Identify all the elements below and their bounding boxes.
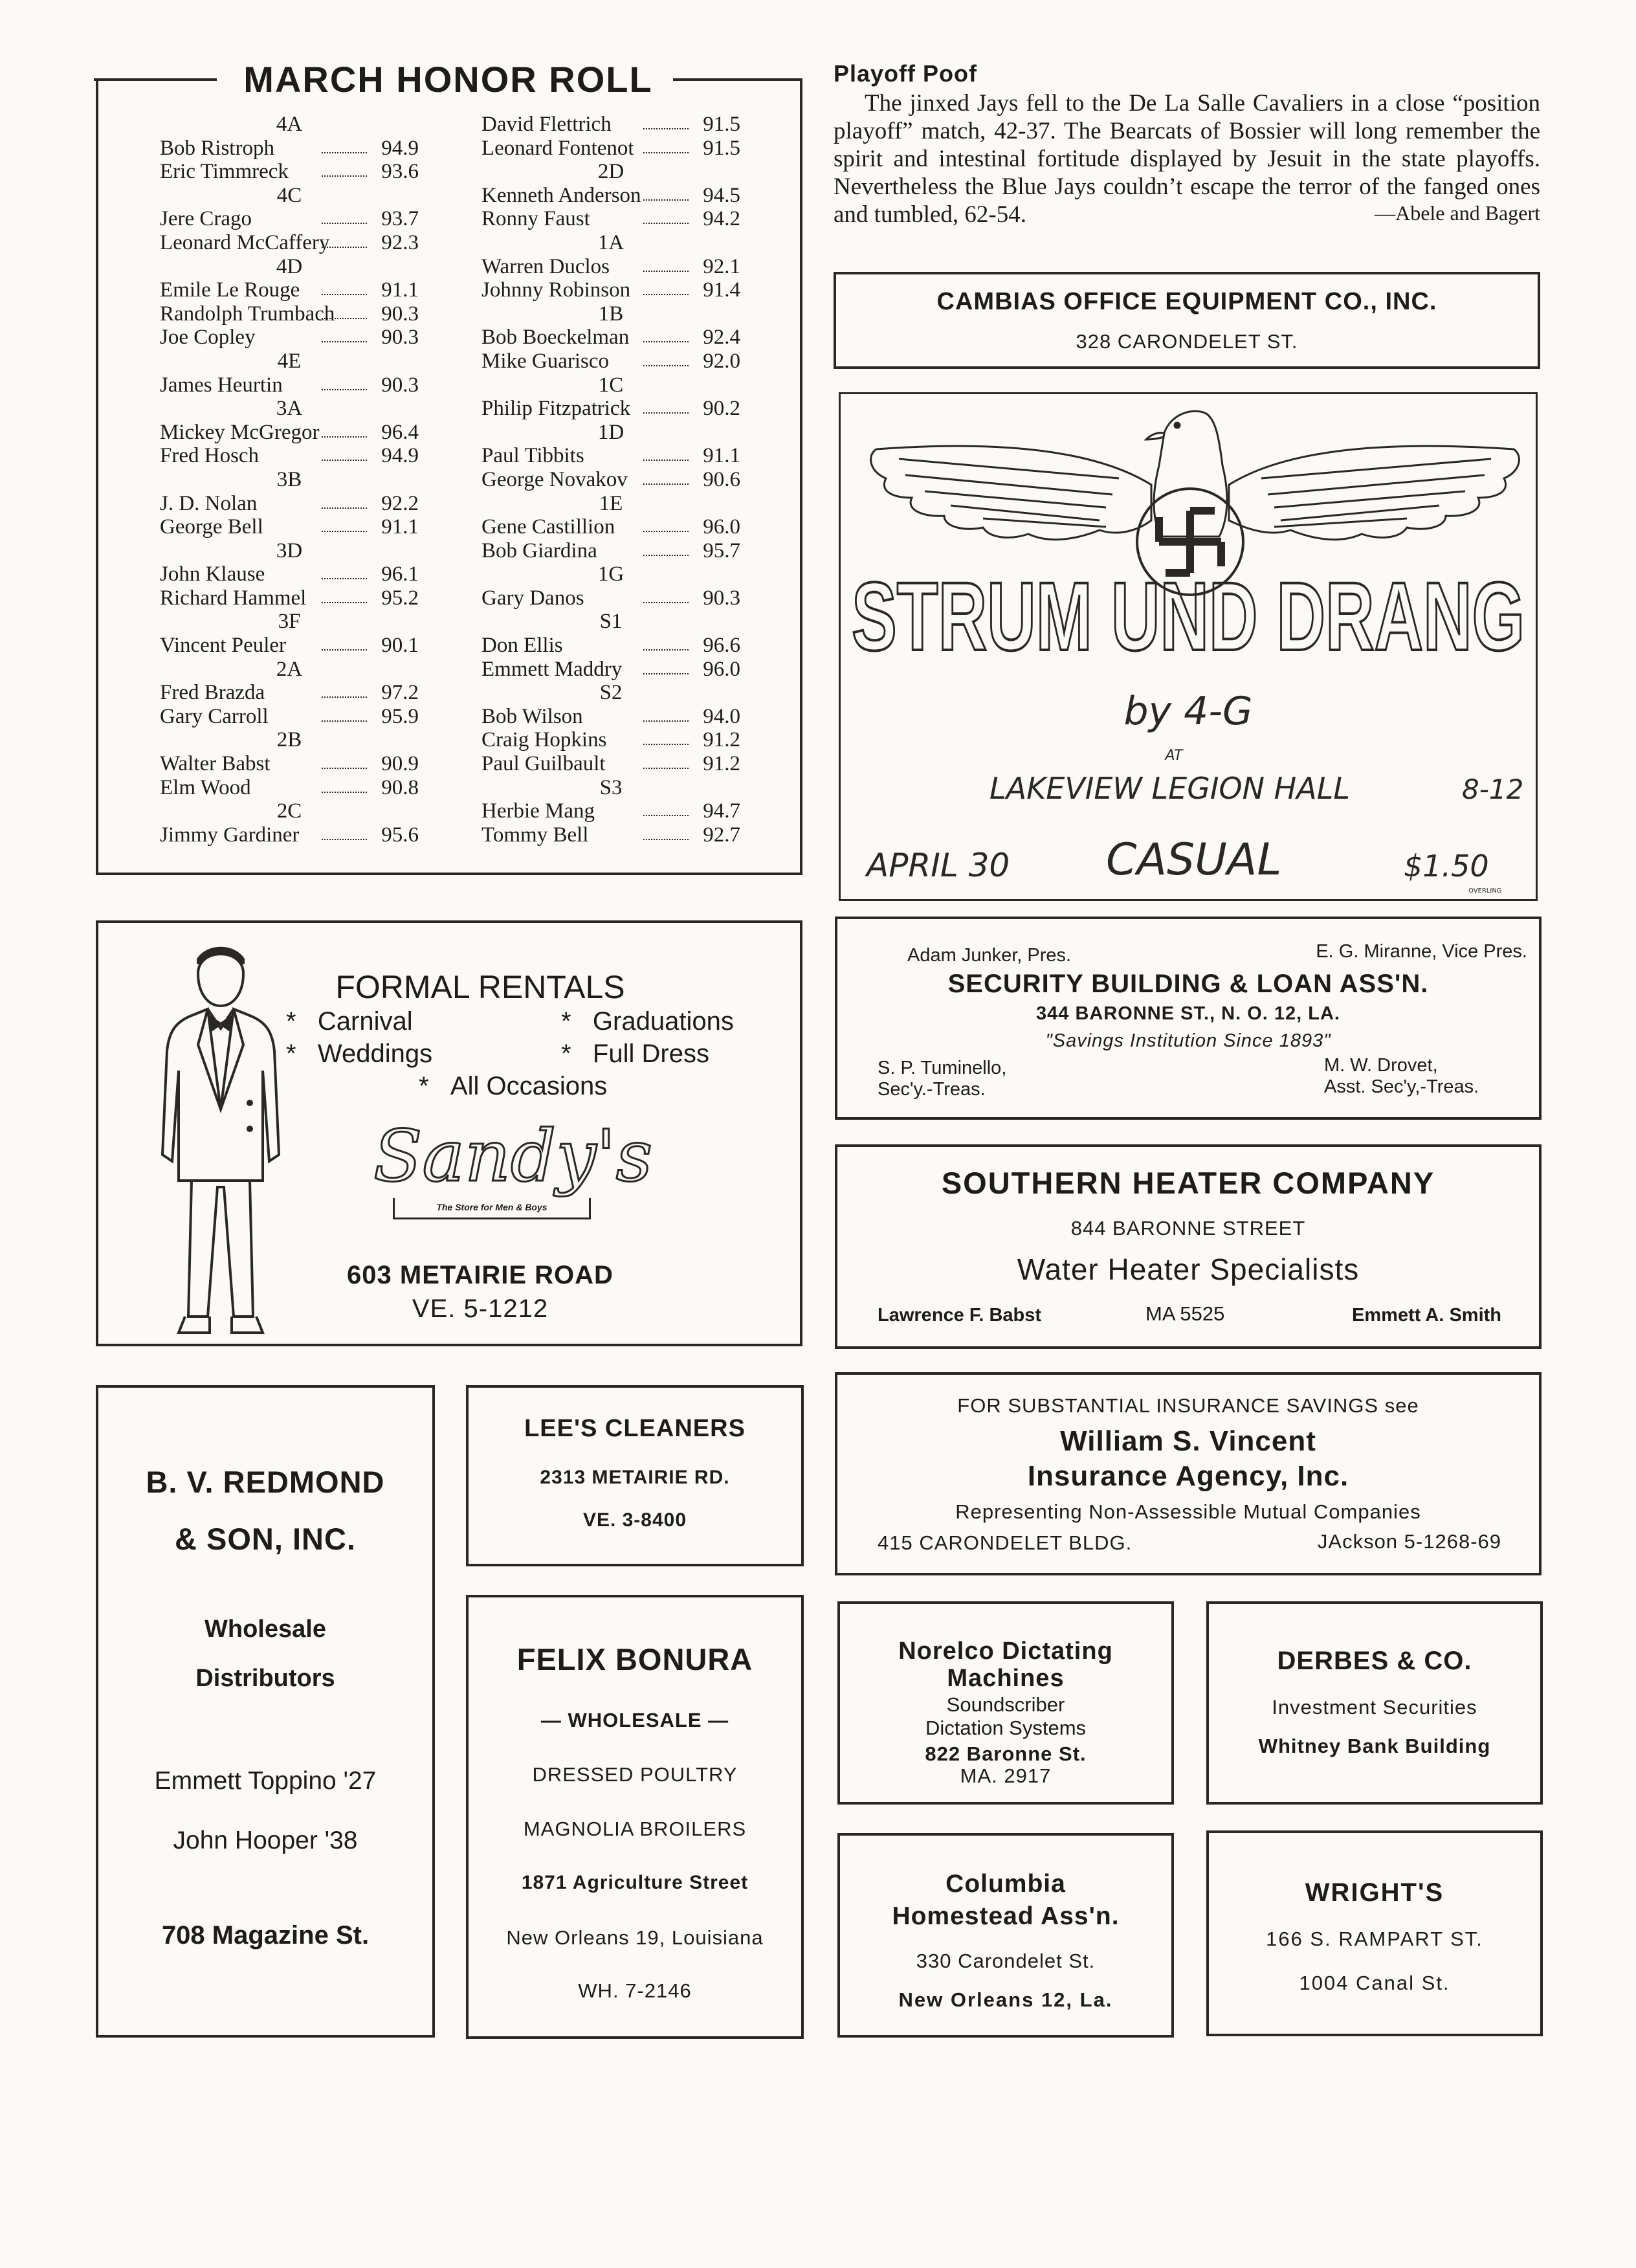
vincent-phone: JAckson 5-1268-69 bbox=[1317, 1530, 1501, 1553]
security-building-loan-ad bbox=[835, 917, 1542, 1120]
student-name: James Heurtin bbox=[160, 373, 283, 397]
student-score: 91.2 bbox=[703, 728, 740, 752]
honor-roll-student bbox=[160, 752, 419, 776]
honor-roll-student bbox=[160, 373, 419, 397]
honor-roll-student bbox=[481, 278, 740, 302]
strum-und-drang-poster bbox=[839, 392, 1538, 901]
norelco-ad bbox=[837, 1601, 1174, 1805]
dot-leader bbox=[643, 199, 689, 201]
honor-roll-grade: 2A bbox=[276, 657, 303, 681]
poster-dress: CASUAL bbox=[1106, 834, 1282, 885]
student-score: 95.7 bbox=[703, 539, 740, 562]
student-score: 90.3 bbox=[381, 373, 419, 397]
dot-leader bbox=[322, 792, 367, 793]
honor-roll-student bbox=[481, 539, 740, 563]
columbia-address: 330 Carondelet St. bbox=[916, 1950, 1096, 1972]
felix-bonura-ad bbox=[466, 1595, 804, 2039]
security-treasurer: S. P. Tuminello, Sec'y.-Treas. bbox=[878, 1058, 1007, 1100]
bonura-line-1: DRESSED POULTRY bbox=[532, 1763, 738, 1786]
honor-roll-student bbox=[160, 681, 419, 705]
derbes-line-2: Whitney Bank Building bbox=[1258, 1735, 1491, 1757]
honor-roll-grade: 1A bbox=[597, 230, 625, 254]
student-score: 95.6 bbox=[381, 823, 419, 847]
dot-leader bbox=[643, 673, 689, 674]
honor-roll-student bbox=[481, 113, 740, 137]
dot-leader bbox=[322, 531, 367, 532]
dot-leader bbox=[322, 578, 367, 579]
columbia-homestead-ad bbox=[837, 1833, 1174, 2038]
honor-roll-student bbox=[160, 421, 419, 445]
dot-leader bbox=[643, 531, 689, 532]
student-name: Warren Duclos bbox=[481, 254, 610, 278]
honor-roll-student bbox=[160, 231, 419, 255]
dot-leader bbox=[643, 365, 689, 366]
wrights-name: WRIGHT'S bbox=[1305, 1878, 1444, 1907]
student-name: J. D. Nolan bbox=[160, 491, 258, 515]
dot-leader bbox=[322, 223, 367, 224]
honor-roll-student bbox=[160, 634, 419, 658]
dot-leader bbox=[322, 839, 367, 840]
derbes-ad bbox=[1206, 1601, 1543, 1805]
student-score: 95.2 bbox=[381, 586, 419, 610]
honor-roll-student bbox=[481, 705, 740, 729]
poster-time: 8-12 bbox=[1462, 773, 1524, 805]
student-name: Craig Hopkins bbox=[481, 728, 607, 752]
dot-leader bbox=[643, 602, 689, 603]
southern-phone: MA 5525 bbox=[1145, 1302, 1225, 1325]
honor-roll-grade: 1E bbox=[599, 491, 623, 515]
sandys-heading: FORMAL RENTALS bbox=[335, 969, 625, 1005]
honor-roll-student bbox=[481, 326, 740, 350]
cambias-ad bbox=[834, 272, 1540, 369]
student-score: 90.3 bbox=[381, 302, 419, 326]
sandys-item-graduations: * Graduations bbox=[561, 1007, 734, 1036]
student-name: John Klause bbox=[160, 562, 265, 586]
sandys-tagline: The Store for Men & Boys bbox=[393, 1198, 591, 1219]
dot-leader bbox=[322, 649, 367, 650]
student-name: Kenneth Anderson bbox=[481, 183, 641, 207]
student-score: 96.0 bbox=[703, 657, 740, 681]
sandys-phone: VE. 5-1212 bbox=[412, 1295, 549, 1323]
southern-right-person: Emmett A. Smith bbox=[1352, 1305, 1501, 1326]
dot-leader bbox=[322, 696, 367, 698]
student-name: Gary Danos bbox=[481, 586, 584, 610]
norelco-products: Soundscriber Dictation Systems bbox=[925, 1693, 1087, 1739]
dot-leader bbox=[322, 341, 367, 342]
student-score: 90.3 bbox=[703, 586, 740, 610]
honor-roll-grade: 3A bbox=[276, 397, 303, 421]
student-name: Gary Carroll bbox=[160, 704, 269, 728]
bonura-wholesale: — WHOLESALE — bbox=[540, 1709, 729, 1731]
student-score: 91.5 bbox=[703, 136, 740, 160]
honor-roll-box bbox=[96, 79, 802, 875]
security-motto: "Savings Institution Since 1893" bbox=[1045, 1030, 1331, 1051]
student-score: 94.2 bbox=[703, 207, 740, 231]
dot-leader bbox=[643, 271, 689, 272]
redmond-line-1: Wholesale bbox=[204, 1616, 326, 1643]
bonura-line-2: MAGNOLIA BROILERS bbox=[523, 1818, 747, 1840]
honor-roll-student bbox=[481, 350, 740, 373]
dot-leader bbox=[643, 412, 689, 414]
southern-name: SOUTHERN HEATER COMPANY bbox=[941, 1166, 1435, 1200]
honor-roll-student bbox=[481, 515, 740, 539]
lees-name: LEE'S CLEANERS bbox=[524, 1415, 746, 1442]
honor-roll-student bbox=[160, 776, 419, 800]
dot-leader bbox=[322, 720, 367, 722]
student-score: 93.7 bbox=[381, 207, 419, 231]
honor-roll-student bbox=[481, 586, 740, 610]
playoff-byline: —Abele and Bagert bbox=[1375, 201, 1540, 225]
student-name: David Flettrich bbox=[481, 113, 612, 136]
honor-roll-student bbox=[481, 184, 740, 208]
honor-roll-student bbox=[481, 137, 740, 161]
honor-roll-student bbox=[160, 137, 419, 161]
dot-leader bbox=[643, 555, 689, 556]
sandys-ad bbox=[96, 920, 802, 1346]
redmond-address: 708 Magazine St. bbox=[161, 1921, 370, 1950]
honor-roll-student bbox=[160, 302, 419, 326]
sandys-item-weddings: * Weddings bbox=[286, 1040, 433, 1068]
dot-leader bbox=[322, 768, 367, 769]
poster-signature: OVERLING bbox=[1468, 887, 1502, 895]
honor-roll-student bbox=[481, 634, 740, 658]
student-name: Walter Babst bbox=[160, 752, 271, 776]
student-name: Jere Crago bbox=[160, 207, 252, 231]
student-score: 91.1 bbox=[381, 278, 419, 302]
student-name: Herbie Mang bbox=[481, 799, 595, 823]
dot-leader bbox=[322, 507, 367, 509]
student-score: 96.1 bbox=[381, 562, 419, 586]
student-name: Bob Ristroph bbox=[160, 136, 274, 160]
dot-leader bbox=[322, 436, 367, 438]
poster-by: by 4-G bbox=[1123, 689, 1253, 734]
student-score: 93.6 bbox=[381, 160, 419, 184]
poster-title: STRUM UND DRANG bbox=[852, 562, 1525, 671]
student-score: 96.0 bbox=[703, 515, 740, 539]
student-score: 94.0 bbox=[703, 704, 740, 728]
dot-leader bbox=[643, 484, 689, 485]
columbia-city: New Orleans 12, La. bbox=[898, 1988, 1113, 2011]
honor-roll-student bbox=[481, 255, 740, 279]
dot-leader bbox=[643, 341, 689, 342]
student-name: Philip Fitzpatrick bbox=[481, 397, 631, 421]
dot-leader bbox=[643, 460, 689, 461]
honor-roll-student bbox=[160, 492, 419, 516]
student-score: 92.3 bbox=[381, 230, 419, 254]
student-name: Jimmy Gardiner bbox=[160, 823, 300, 847]
student-name: Eric Timmreck bbox=[160, 160, 289, 184]
dot-leader bbox=[643, 649, 689, 650]
student-score: 94.7 bbox=[703, 799, 740, 823]
bonura-phone: WH. 7-2146 bbox=[578, 1979, 692, 2002]
poster-venue: LAKEVIEW LEGION HALL bbox=[989, 771, 1350, 806]
redmond-name-2: & SON, INC. bbox=[175, 1522, 356, 1556]
dot-leader bbox=[322, 602, 367, 603]
student-name: Bob Wilson bbox=[481, 704, 583, 728]
honor-roll-student bbox=[481, 468, 740, 492]
dot-leader bbox=[643, 815, 689, 816]
security-address: 344 BARONNE ST., N. O. 12, LA. bbox=[1036, 1003, 1340, 1024]
student-name: Mike Guarisco bbox=[481, 349, 610, 373]
honor-roll-grade: 1D bbox=[597, 420, 625, 444]
dot-leader bbox=[322, 294, 367, 295]
honor-roll-student bbox=[481, 728, 740, 752]
student-name: Paul Tibbits bbox=[481, 444, 584, 468]
honor-roll-student bbox=[160, 207, 419, 231]
norelco-phone: MA. 2917 bbox=[960, 1764, 1052, 1787]
playoff-body: The jinxed Jays fell to the De La Salle Cavaliers in a close “position playoff” match, 42-37. The Bearcats of Bossier will long remember the spirit and intestinal fortitude displayed by Jesuit in the state playoffs. Nevertheless the Blue Jays couldn’t escape the terror of the fanged ones and tumbled, 62-54. bbox=[834, 90, 1540, 228]
student-name: Mickey McGregor bbox=[160, 420, 320, 444]
student-score: 94.9 bbox=[381, 444, 419, 468]
honor-roll-student bbox=[160, 326, 419, 350]
honor-roll-grade: 2C bbox=[276, 799, 302, 823]
student-name: Joe Copley bbox=[160, 326, 256, 350]
honor-roll-right-column bbox=[481, 113, 740, 847]
honor-roll-student bbox=[481, 799, 740, 823]
student-score: 94.9 bbox=[381, 136, 419, 160]
derbes-line-1: Investment Securities bbox=[1272, 1696, 1477, 1718]
sandys-item-carnival: * Carnival bbox=[286, 1007, 413, 1036]
dot-leader bbox=[322, 247, 367, 248]
student-name: Richard Hammel bbox=[160, 586, 307, 610]
honor-roll-student bbox=[160, 823, 419, 847]
derbes-name: DERBES & CO. bbox=[1277, 1647, 1472, 1675]
dot-leader bbox=[643, 223, 689, 224]
honor-roll-grade: S3 bbox=[599, 775, 623, 799]
sandys-logo bbox=[373, 1117, 652, 1214]
redmond-person-1: Emmett Toppino '27 bbox=[154, 1767, 377, 1795]
playoff-article bbox=[834, 60, 1540, 228]
honor-roll-student bbox=[481, 752, 740, 776]
honor-roll-student bbox=[481, 658, 740, 682]
security-president: Adam Junker, Pres. bbox=[907, 945, 1072, 966]
security-vice-president: E. G. Miranne, Vice Pres. bbox=[1316, 941, 1527, 962]
redmond-line-2: Distributors bbox=[195, 1665, 335, 1692]
southern-heater-ad bbox=[835, 1144, 1542, 1349]
student-score: 91.1 bbox=[703, 444, 740, 468]
honor-roll-student bbox=[481, 444, 740, 468]
dot-leader bbox=[322, 389, 367, 390]
dot-leader bbox=[643, 128, 689, 129]
security-name: SECURITY BUILDING & LOAN ASS'N. bbox=[947, 970, 1429, 998]
southern-left-person: Lawrence F. Babst bbox=[878, 1305, 1042, 1326]
honor-roll-grade: 2D bbox=[597, 160, 625, 184]
student-score: 91.4 bbox=[703, 278, 740, 302]
bonura-name: FELIX BONURA bbox=[516, 1642, 753, 1676]
poster-date: APRIL 30 bbox=[867, 847, 1010, 884]
poster-price: $1.50 bbox=[1404, 849, 1489, 884]
student-name: Emmett Maddry bbox=[481, 657, 623, 681]
student-name: Elm Wood bbox=[160, 775, 251, 799]
student-name: Emile Le Rouge bbox=[160, 278, 300, 302]
student-score: 90.9 bbox=[381, 752, 419, 776]
poster-art bbox=[841, 394, 1536, 899]
honor-roll-student bbox=[160, 160, 419, 184]
lees-address: 2313 METAIRIE RD. bbox=[540, 1467, 730, 1488]
student-name: Johnny Robinson bbox=[481, 278, 631, 302]
student-name: Leonard Fontenot bbox=[481, 136, 634, 160]
honor-roll-student bbox=[160, 515, 419, 539]
dot-leader bbox=[643, 152, 689, 153]
honor-roll-student bbox=[160, 278, 419, 302]
honor-roll-student bbox=[481, 397, 740, 421]
student-score: 90.6 bbox=[703, 467, 740, 491]
honor-roll-title: MARCH HONOR ROLL bbox=[243, 59, 653, 100]
sandys-item-full-dress: * Full Dress bbox=[561, 1040, 709, 1068]
honor-roll-student bbox=[160, 586, 419, 610]
columbia-name: Columbia Homestead Ass'n. bbox=[892, 1870, 1120, 1930]
vincent-insurance-ad bbox=[835, 1372, 1542, 1575]
dot-leader bbox=[322, 318, 367, 319]
student-name: Ronny Faust bbox=[481, 207, 590, 231]
redmond-name-1: B. V. REDMOND bbox=[146, 1465, 385, 1499]
student-score: 97.2 bbox=[381, 681, 419, 705]
honor-roll-grade: 3F bbox=[278, 610, 301, 634]
honor-roll-student bbox=[481, 207, 740, 231]
student-score: 95.9 bbox=[381, 704, 419, 728]
redmond-ad bbox=[96, 1385, 435, 2038]
student-score: 90.1 bbox=[381, 634, 419, 658]
student-name: Don Ellis bbox=[481, 634, 563, 658]
redmond-person-2: John Hooper '38 bbox=[173, 1827, 358, 1854]
dot-leader bbox=[322, 152, 367, 153]
vincent-name-2: Insurance Agency, Inc. bbox=[1027, 1460, 1349, 1492]
honor-roll-grade: 1B bbox=[598, 302, 624, 326]
student-score: 92.7 bbox=[703, 823, 740, 847]
student-score: 90.8 bbox=[381, 775, 419, 799]
student-name: Bob Giardina bbox=[481, 539, 597, 562]
honor-roll-student bbox=[160, 705, 419, 729]
student-name: Fred Brazda bbox=[160, 681, 265, 705]
student-score: 92.4 bbox=[703, 326, 740, 350]
wrights-address-2: 1004 Canal St. bbox=[1299, 1972, 1450, 1994]
honor-roll-left-column bbox=[160, 113, 419, 847]
sandys-logo-text: Sandy's bbox=[373, 1115, 653, 1197]
dot-leader bbox=[643, 294, 689, 295]
honor-roll-grade: 4E bbox=[277, 349, 302, 373]
student-score: 94.5 bbox=[703, 183, 740, 207]
poster-at: AT bbox=[1165, 748, 1183, 764]
student-score: 92.2 bbox=[381, 491, 419, 515]
honor-roll-grade: 2B bbox=[276, 728, 302, 752]
student-score: 96.4 bbox=[381, 420, 419, 444]
norelco-name: Norelco Dictating Machines bbox=[898, 1638, 1113, 1692]
student-name: Fred Hosch bbox=[160, 444, 260, 468]
cambias-name: CAMBIAS OFFICE EQUIPMENT CO., INC. bbox=[936, 287, 1437, 315]
student-score: 92.1 bbox=[703, 254, 740, 278]
sandys-address: 603 METAIRIE ROAD bbox=[347, 1261, 614, 1289]
vincent-address: 415 CARONDELET BLDG. bbox=[878, 1531, 1133, 1554]
student-name: Bob Boeckelman bbox=[481, 326, 630, 350]
student-name: Tommy Bell bbox=[481, 823, 589, 847]
honor-roll-grade: 1G bbox=[597, 562, 625, 586]
student-name: George Novakov bbox=[481, 467, 628, 491]
cambias-address: 328 CARONDELET ST. bbox=[1076, 329, 1298, 353]
vincent-lead: FOR SUBSTANTIAL INSURANCE SAVINGS see bbox=[957, 1394, 1419, 1417]
dot-leader bbox=[643, 744, 689, 745]
vincent-name-1: William S. Vincent bbox=[1060, 1425, 1316, 1457]
southern-slogan: Water Heater Specialists bbox=[1017, 1252, 1360, 1286]
wrights-address-1: 166 S. RAMPART ST. bbox=[1266, 1928, 1483, 1950]
dot-leader bbox=[643, 768, 689, 769]
student-name: Gene Castillion bbox=[481, 515, 615, 539]
sandys-item-all-occasions: * All Occasions bbox=[419, 1072, 608, 1100]
lees-phone: VE. 3-8400 bbox=[582, 1509, 687, 1531]
honor-roll-grade: 4C bbox=[276, 183, 302, 207]
student-score: 90.3 bbox=[381, 326, 419, 350]
student-name: Leonard McCaffery bbox=[160, 230, 330, 254]
wrights-ad bbox=[1206, 1830, 1543, 2036]
bonura-address: 1871 Agriculture Street bbox=[521, 1872, 749, 1893]
southern-address: 844 BARONNE STREET bbox=[1070, 1217, 1306, 1240]
honor-roll-student bbox=[481, 823, 740, 847]
honor-roll-grade: S1 bbox=[599, 610, 623, 634]
man-in-tuxedo-icon bbox=[153, 941, 289, 1342]
dot-leader bbox=[322, 460, 367, 461]
dot-leader bbox=[643, 720, 689, 722]
dot-leader bbox=[643, 839, 689, 840]
lees-cleaners-ad bbox=[466, 1385, 804, 1566]
honor-roll-grade: 3B bbox=[276, 467, 302, 491]
student-score: 90.2 bbox=[703, 397, 740, 421]
honor-roll-student bbox=[160, 562, 419, 586]
vincent-description: Representing Non-Assessible Mutual Companies bbox=[955, 1500, 1421, 1523]
honor-roll-grade: 1C bbox=[598, 373, 624, 397]
student-score: 91.2 bbox=[703, 752, 740, 776]
student-score: 91.5 bbox=[703, 113, 740, 136]
student-score: 92.0 bbox=[703, 349, 740, 373]
student-name: Paul Guilbault bbox=[481, 752, 606, 776]
honor-roll-grade: 4A bbox=[276, 113, 303, 136]
dot-leader bbox=[322, 175, 367, 177]
student-name: George Bell bbox=[160, 515, 263, 539]
student-score: 91.1 bbox=[381, 515, 419, 539]
playoff-title: Playoff Poof bbox=[834, 60, 978, 87]
student-name: Vincent Peuler bbox=[160, 634, 287, 658]
honor-roll-student bbox=[160, 444, 419, 468]
student-score: 96.6 bbox=[703, 634, 740, 658]
bonura-city: New Orleans 19, Louisiana bbox=[506, 1926, 764, 1949]
honor-roll-grade: S2 bbox=[599, 681, 623, 705]
honor-roll-grade: 3D bbox=[276, 539, 303, 562]
student-name: Randolph Trumbach bbox=[160, 302, 335, 326]
security-assistant-treasurer: M. W. Drovet, Asst. Sec'y,-Treas. bbox=[1324, 1055, 1479, 1097]
honor-roll-grade: 4D bbox=[276, 254, 303, 278]
norelco-address: 822 Baronne St. bbox=[925, 1742, 1087, 1765]
